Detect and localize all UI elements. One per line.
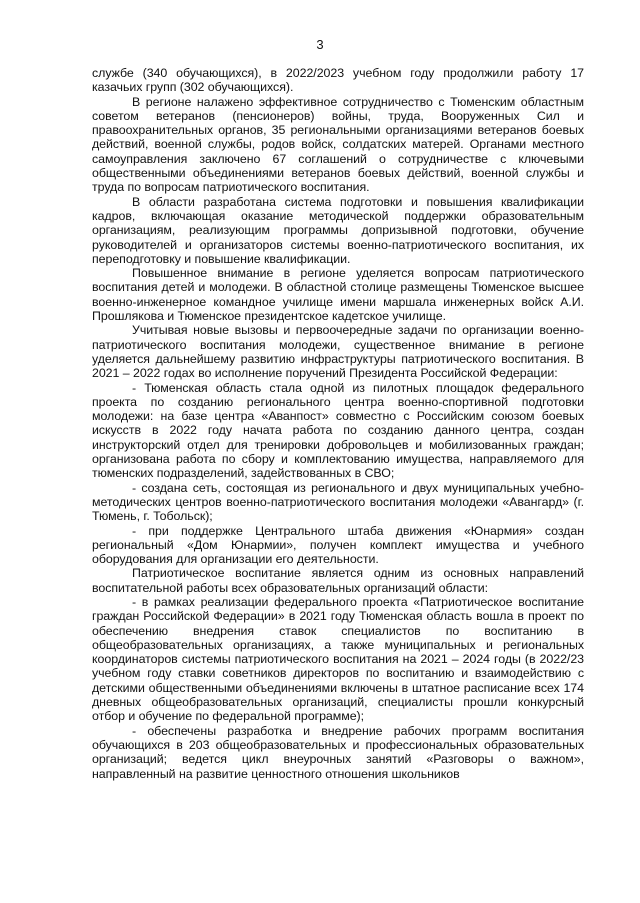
paragraph-5: Учитывая новые вызовы и первоочередные задачи по организации военно-патриотического воспитания молодежи, существенное внимание в регионе уделяется дальнейшему развитию инфраструктуры патриотического воспитания. В 2021 – 2022 годах во исполнение поручений Президента Российской Федерации: [92, 323, 584, 381]
list-item-4: - в рамках реализации федерального проекта «Патриотическое воспитание граждан Российской Федерации» в 2021 году Тюменская область вошла в проект по обеспечению внедрения ставок специалистов по воспитанию в общеобразовательных организациях, а также муниципальных и региональных координаторов системы патриотического воспитания на 2021 – 2024 годы (в 2022/23 учебном году ставки советников директоров по воспитанию и взаимодействию с детскими общественными объединениями включены в штатное расписание всех 174 дневных общеобразовательных организаций, специалисты прошли конкурсный отбор и обучение по федеральной программе); [92, 594, 584, 724]
paragraph-4: Повышенное внимание в регионе уделяется вопросам патриотического воспитания детей и молодежи. В областной столице размещены Тюменское высшее военно-инженерное командное училище имени маршала инженерных войск А.И. Прошлякова и Тюменское президентское кадетское училище. [92, 266, 584, 324]
page-number: 3 [316, 37, 324, 52]
list-item-2: - создана сеть, состоящая из регионального и двух муниципальных учебно-методических центров военно-патриотического воспитания молодежи «Авангард» (г. Тюмень, г. Тобольск); [92, 480, 584, 524]
paragraph-6: Патриотическое воспитание является одним из основных направлений воспитательной работы всех образовательных организаций области: [92, 566, 584, 595]
paragraph-2: В регионе налажено эффективное сотрудничество с Тюменским областным советом ветеранов (пенсионеров) войны, труда, Вооруженных Сил и правоохранительных органов, 35 региональными организациями ветеранов боевых действий, военной службы, родов войск, солдатских матерей. Органами местного самоуправления заключено 67 соглашений о сотрудничестве с ключевыми общественными объединениями ветеранов боевых действий, военной службы и труда по вопросам патриотического воспитания. [92, 94, 584, 195]
paragraph-3: В области разработана система подготовки и повышения квалификации кадров, включающая оказание методической поддержки образовательным организациям, реализующим программы допризывной подготовки, обучение руководителей и организаторов системы военно-патриотического воспитания, их переподготовку и повышение квалификации. [92, 194, 584, 266]
paragraph-1: службе (340 обучающихся), в 2022/2023 учебном году продолжили работу 17 казачьих групп (302 обучающихся). [92, 66, 584, 95]
document-body [92, 66, 584, 781]
list-item-3: - при поддержке Центрального штаба движения «Юнармия» создан региональный «Дом Юнармии», получен комплект имущества и учебного оборудования для организации его деятельности. [92, 523, 584, 567]
list-item-1: - Тюменская область стала одной из пилотных площадок федерального проекта по созданию регионального центра военно-спортивной подготовки молодежи: на базе центра «Аванпост» совместно с Российским союзом боевых искусств в 2022 году начата работа по созданию данного центра, создан инструкторский отдел для тренировки добровольцев и мобилизованных граждан; организована работа по сбору и комплектованию имущества, направляемого для тюменских подразделений, задействованных в СВО; [92, 380, 584, 481]
list-item-5: - обеспечены разработка и внедрение рабочих программ воспитания обучающихся в 203 общеобразовательных и профессиональных образовательных организаций; ведется цикл внеурочных занятий «Разговоры о важном», направленный на развитие ценностного отношения школьников [92, 723, 584, 781]
